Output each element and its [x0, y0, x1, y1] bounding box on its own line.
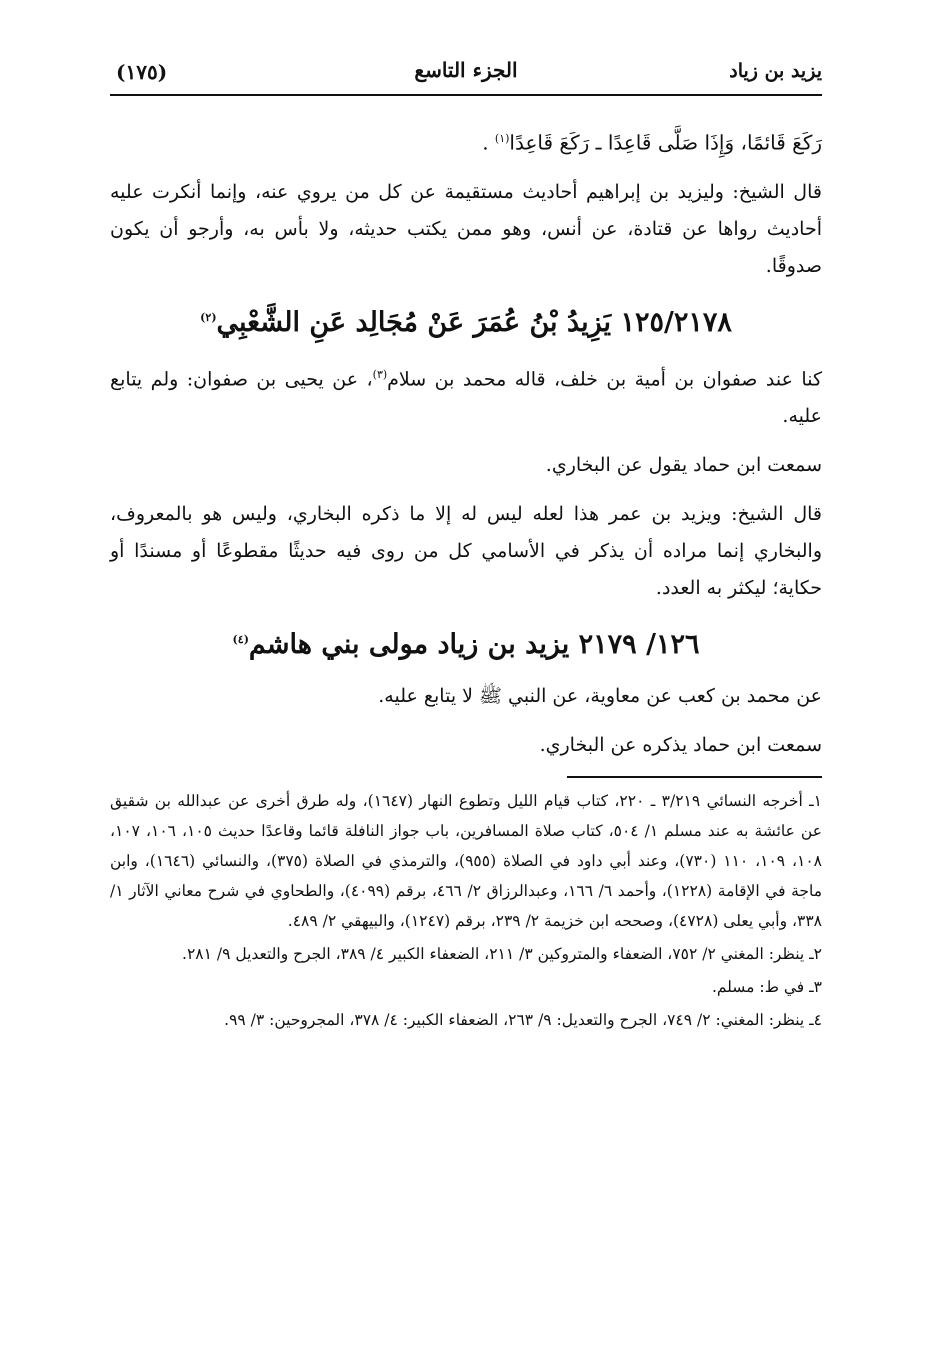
footnote-1: ١ـ أخرجه النسائي ٣/٢١٩ ـ ٢٢٠، كتاب قيام الليل وتطوع النهار (١٦٤٧)، وله طرق أخرى عن عبدالله بن شقيق عن عائشة به عند مسلم ١/ ٥٠٤، كتاب صلاة المسافرين، باب جواز النافلة قائما وقاعدًا حديث ١٠٥، ١٠٦، ١٠٧، ١٠٨، ١٠٩، ١١٠ (٧٣٠)، وعند أبي داود في الصلاة (٩٥٥)، والترمذي في الصلاة (٣٧٥)، والنسائي (١٦٤٦)، وابن ماجة في الإقامة (١٢٢٨)، وأحمد ٦/ ١٦٦، وعبدالرزاق ٢/ ٤٦٦، برقم (٤٠٩٩)، والطحاوي في شرح معاني الآثار ١/ ٣٣٨، وأبي يعلى (٤٧٢٨)، وصححه ابن خزيمة ٢/ ٢٣٩، برقم (١٢٤٧)، والبيهقي ٢/ ٤٨٩.: [110, 791, 823, 930]
footnotes: [110, 786, 822, 1035]
page-number: (١٧٥): [116, 60, 168, 84]
page-header: [110, 52, 822, 94]
entry-heading-125: ١٢٥/٢١٧٨ يَزِيدُ بْنُ عُمَرَ عَنْ مُجَالِد عَنِ الشَّعْبِي$^{(٢)}$: [200, 306, 732, 338]
footnote-3: ٣ـ في ط: مسلم.: [711, 977, 822, 996]
paragraph-continuation: رَكَعَ قَائمًا، وَإِذَا صَلَّى قَاعِدًا ـ رَكَعَ قَاعِدًا$^{(١)}$ .: [482, 130, 822, 155]
header-rule: [110, 94, 822, 96]
paragraph-sheikh-comment-1: قال الشيخ: وليزيد بن إبراهيم أحاديث مستقيمة عن كل من يروي عنه، وإنما أنكرت عليه أحاديث رواها عن قتادة، عن أنس، وهو ممن يكتب حديثه، ولا بأس به، وأرجو أن يكون صدوقًا.: [110, 180, 822, 277]
footnote-separator: [567, 776, 822, 778]
paragraph-ibn-hammad-1: سمعت ابن حماد يقول عن البخاري.: [545, 453, 822, 476]
paragraph-entry-126: عن محمد بن كعب عن معاوية، عن النبي ﷺ لا يتابع عليه.: [378, 684, 822, 707]
entry-heading-126: ١٢٦/ ٢١٧٩ يزيد بن زياد مولى بني هاشم$^{(٤)}$: [232, 628, 700, 660]
footnote-ref-2: (٢): [200, 310, 217, 324]
paragraph-entry-125: كنا عند صفوان بن أمية بن خلف، قاله محمد بن سلام$^{(٣)}$، عن يحيى بن صفوان: ولم يتابع عليه.: [110, 367, 822, 427]
footnote-ref-3: (٣): [372, 367, 388, 381]
book-page: [110, 52, 822, 1342]
footnote-ref-1: (١): [494, 132, 510, 145]
paragraph-ibn-hammad-2: سمعت ابن حماد يذكره عن البخاري.: [539, 733, 822, 756]
footnote-4: ٤ـ ينظر: المغني: ٢/ ٧٤٩، الجرح والتعديل: ٩/ ٢٦٣، الضعفاء الكبير: ٤/ ٣٧٨، المجروحين: ٣/ ٩٩.: [224, 1010, 822, 1029]
paragraph-sheikh-comment-2: قال الشيخ: ويزيد بن عمر هذا لعله ليس له إلا ما ذكره البخاري، وليس هو بالمعروف، والبخاري إنما مراده أن يذكر في الأسامي كل من روى فيه حديثًا مقطوعًا أو مسندًا أو حكاية؛ ليكثر به العدد.: [110, 502, 822, 599]
footnote-ref-4: (٤): [232, 632, 249, 646]
footnote-2: ٢ـ ينظر: المغني ٢/ ٧٥٢، الضعفاء والمتروكين ٣/ ٢١١، الضعفاء الكبير ٤/ ٣٨٩، الجرح والتعديل ٩/ ٢٨١.: [182, 944, 822, 963]
volume-title: الجزء التاسع: [414, 58, 518, 82]
running-head: يزيد بن زياد: [729, 60, 822, 82]
page-body: [110, 120, 822, 1038]
